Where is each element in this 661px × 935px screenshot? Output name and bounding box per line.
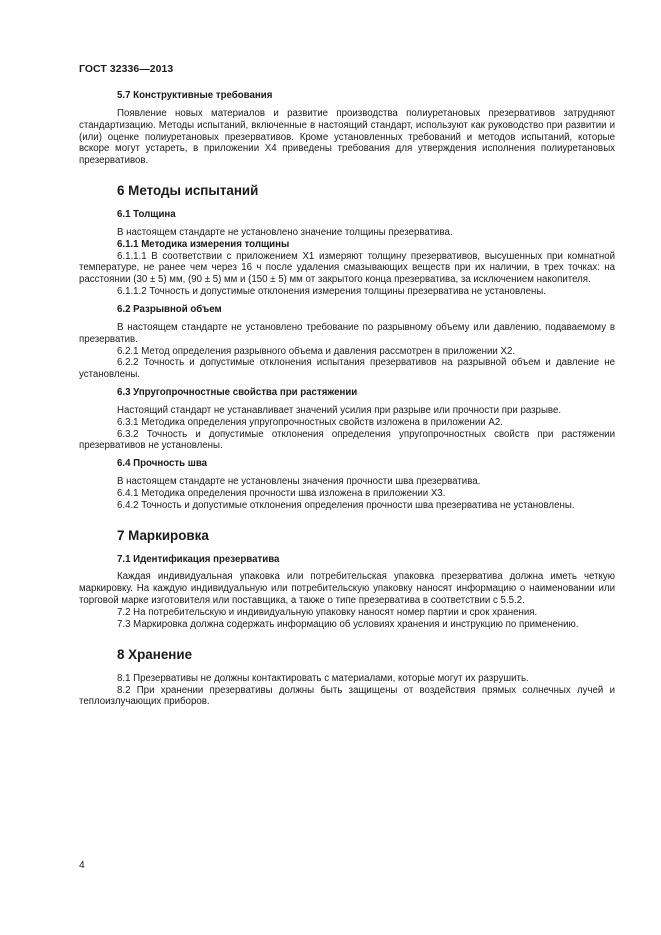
- section-6-1-1-2-text: 6.1.1.2 Точность и допустимые отклонения измерения толщины презерватива не установлены.: [117, 286, 546, 298]
- section-6-2-2-text: 6.2.2 Точность и допустимые отклонения испытания презервативов на разрывной объем и давление не установлены.: [79, 357, 615, 381]
- standard-header: ГОСТ 32336—2013: [79, 64, 174, 75]
- section-8-title: 8 Хранение: [117, 646, 193, 662]
- section-6-2-text: В настоящем стандарте не установлено требование по разрывному объему или давлению, подаваемому в презерватив.: [79, 321, 615, 345]
- section-7-1-text: Каждая индивидуальная упаковка или потребительская упаковка презерватива должна иметь четкую маркировку. На каждую индивидуальную или потребительскую упаковку наносят информацию о наименовании или торговой марке изготовителя или поставщика, а также о типе презерватива в соответствии с 5.5.2.: [79, 571, 615, 607]
- section-6-2-title: 6.2 Разрывной объем: [117, 303, 222, 315]
- section-6-4-title: 6.4 Прочность шва: [117, 458, 208, 470]
- section-6-3-title: 6.3 Упругопрочностные свойства при растяжении: [117, 387, 358, 399]
- section-6-3-1-text: 6.3.1 Методика определения упругопрочностных свойств изложена в приложении А2.: [117, 416, 503, 428]
- section-5-7-text: Появление новых материалов и развитие производства полиуретановых презервативов затрудняют стандартизацию. Методы испытаний, включенные в настоящий стандарт, используют как руководство при развитии и (или) оценке полиуретановых презервативов. Кроме установленных требований и методов испытаний, которые вскоре могут устареть, в приложении Х4 приведены требования для утверждения исполнения полиуретановых презервативов.: [79, 107, 615, 167]
- section-6-1-title: 6.1 Толщина: [117, 209, 176, 221]
- section-6-4-2-text: 6.4.2 Точность и допустимые отклонения определения прочности шва презерватива не установлены.: [117, 499, 575, 511]
- section-7-title: 7 Маркировка: [117, 527, 209, 543]
- page-content: [79, 90, 615, 708]
- section-8-1-text: 8.1 Презервативы не должны контактировать с материалами, которые могут их разрушить.: [117, 672, 529, 684]
- section-6-1-1-title: 6.1.1 Методика измерения толщины: [117, 238, 290, 250]
- section-6-2-1-text: 6.2.1 Метод определения разрывного объема и давления рассмотрен в приложении Х2.: [117, 345, 516, 357]
- page-number: 4: [79, 860, 85, 871]
- section-6-1-text: В настоящем стандарте не установлено значение толщины презерватива.: [117, 226, 453, 238]
- section-7-3-text: 7.3 Маркировка должна содержать информацию об условиях хранения и инструкцию по применению.: [117, 618, 579, 630]
- section-5-7-title: 5.7 Конструктивные требования: [117, 90, 273, 101]
- section-6-4-text: В настоящем стандарте не установлены значения прочности шва презерватива.: [117, 476, 481, 488]
- section-6-1-1-1-text: 6.1.1.1 В соответствии с приложением Х1 измеряют толщину презервативов, высушенных при комнатной температуре, не ранее чем через 16 ч после удаления смазывающих веществ при их наличии, в трех точках: на расстоянии (30 ± 5) мм, (90 ± 5) мм и (150 ± 5) мм от закрытого конца презерватива, за исключением накопителя.: [79, 250, 615, 286]
- section-6-4-1-text: 6.4.1 Методика определения прочности шва изложена в приложении Х3.: [117, 487, 446, 499]
- section-6-3-2-text: 6.3.2 Точность и допустимые отклонения определения упругопрочностных свойств при растяжении презервативов не установлены.: [79, 428, 615, 452]
- section-7-1-title: 7.1 Идентификация презерватива: [117, 553, 280, 565]
- section-6-title: 6 Методы испытаний: [117, 183, 259, 199]
- section-6-3-text: Настоящий стандарт не устанавливает значений усилия при разрыве или прочности при разрыве.: [117, 404, 562, 416]
- section-8-2-text: 8.2 При хранении презервативы должны быть защищены от воздействия прямых солнечных лучей и теплоизлучающих приборов.: [79, 684, 615, 708]
- section-7-2-text: 7.2 На потребительскую и индивидуальную упаковку наносят номер партии и срок хранения.: [117, 607, 538, 618]
